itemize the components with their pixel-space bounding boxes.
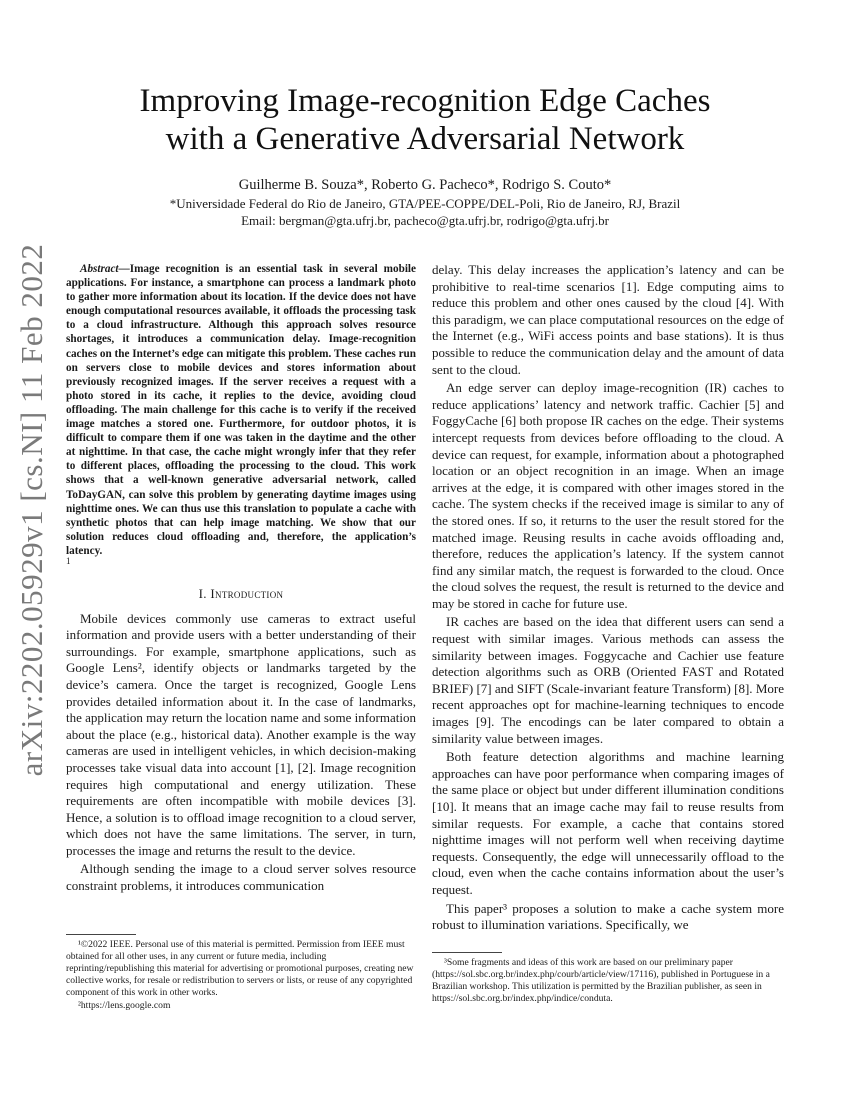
right-column (432, 262, 784, 936)
paragraph: Although sending the image to a cloud server solves resource constraint problems, it introduces communication (66, 861, 416, 894)
title-line-1: Improving Image-recognition Edge Caches (139, 83, 711, 119)
footnote-google-lens: ²https://lens.google.com (78, 1000, 171, 1011)
arxiv-identifier: arXiv:2202.05929v1 [cs.NI] 11 Feb 2022 (14, 243, 49, 777)
abstract-text: —Image recognition is an essential task in several mobile applications. For instance, a smartphone can process a landmark photo to gather more information about its location. If the device does not have enough computational resources available, it offloads the processing task to a cloud infrastructure. Although this approach solves resource shortages, it introduces a communication delay. Image-recognition caches on the Internet’s edge can mitigate this problem. These caches run on servers close to mobile devices and stores information about previously recognized images. If the server receives a request with a photo stored in its cache, it replies to the device, avoiding cloud offloading. The main challenge for this cache is to verify if the received image matches a stored one. Furthermore, for outdoor photos, it is difficult to compare them if one was taken in the daytime and the other at nighttime. In that case, the cache might wrongly infer that they refer to different places, offloading the processing to the cloud. This work shows that a well-known generative adversarial network, called ToDayGAN, can solve this problem by generating daytime images using nighttime ones. We can thus use this translation to populate a cache with synthetic photos that can help image matching. We show that our solution reduces cloud offloading and, therefore, the application’s latency. (66, 263, 416, 557)
abstract (66, 262, 416, 558)
abstract-label: Abstract (80, 263, 119, 275)
paragraph: Mobile devices commonly use cameras to extract useful information and provide users with a better understanding of their surroundings. For example, smartphone applications, such as Google Lens², identify objects or landmarks targeted by the device’s camera. Once the target is recognized, Google Lens provides detailed information about it. In the case of landmarks, the application may return the location name and some information about the place (e.g., historical data). Another example is the way cameras are used in intelligent vehicles, in which decision-making processes take visual data into account [1], [2]. Image recognition requires high computational and energy utilization. These requirements are often incompatible with mobile devices [3]. Hence, a solution is to offload image recognition to a cloud server, which does not have the same limitations. The server, in turn, processes the image and returns the result to the device. (66, 610, 416, 858)
footnote-rule (432, 952, 502, 953)
paragraph: Both feature detection algorithms and machine learning approaches can have poor performance when comparing images of the same place or object but under different illumination conditions [10]. It means that an image cache may fail to reuse results from similar requests. For example, a cache that contains stored nighttime images will not perform well when receiving daytime requests. Consequently, the edge will unnecessarily offload to the cloud, even when the cache contains information about the user’s request. (432, 749, 784, 897)
author-affiliation: *Universidade Federal do Rio de Janeiro, GTA/PEE-COPPE/DEL-Poli, Rio de Janeiro, RJ, Brazil (169, 196, 681, 211)
footnote-copyright: ¹©2022 IEEE. Personal use of this material is permitted. Permission from IEEE must obtained for all other uses, in any current or future media, including reprinting/republishing this material for advertising or promotional purposes, creating new collective works, for resale or redistribution to servers or lists, or reuse of any copyrighted component of this work in other works. (66, 939, 414, 998)
paragraph: An edge server can deploy image-recognition (IR) caches to reduce applications’ latency and network traffic. Cachier [5] and FoggyCache [6] both propose IR caches on the edge. Their systems intercept requests from devices before offloading to the cloud. A device can request, for example, information about a photographed location or an object recognition in an image. When an image arrives at the edge, it is compared with other images stored in the cache. The system checks if the received image is similar to any of the stored ones. If so, it returns to the user the result stored for the matched image. Reusing results in cache avoids offloading and, therefore, reduces the application’s latency. If the system cannot find any similar match, the request is forwarded to the cloud. Once the cloud solves the request, the result is returned to the device and may be stored in cache for future use. (432, 380, 784, 611)
paragraph: This paper³ proposes a solution to make a cache system more robust to illumination variations. Specifically, we (432, 900, 784, 933)
footnote-rule (66, 934, 136, 935)
left-footnotes (66, 924, 416, 1013)
author-list: Guilherme B. Souza*, Roberto G. Pacheco*, Rodrigo S. Couto* (238, 177, 612, 193)
left-column (66, 262, 416, 897)
right-footnotes (432, 942, 784, 1006)
paragraph: IR caches are based on the idea that different users can send a request with similar images. Various methods can assess the similarity between images. Foggycache and Cachier use feature detection algorithms such as ORB (Oriented FAST and Rotated BRIEF) [7] and SIFT (Scale-invariant feature Transform) [8]. More recent approaches opt for machine-learning techniques to encode images [9]. The encodings can be later compared to obtain a similarity value between images. (432, 614, 784, 746)
paper-title (70, 82, 780, 158)
author-emails: Email: bergman@gta.ufrj.br, pacheco@gta.ufrj.br, rodrigo@gta.ufrj.br (241, 213, 609, 228)
abstract-footnote-mark: 1 (66, 555, 71, 566)
section-heading-introduction: I. Introduction (198, 585, 284, 601)
paragraph: delay. This delay increases the application’s latency and can be prohibitive to real-time scenarios [1]. Edge computing aims to reduce this problem and other ones caused by the cloud [4]. With this paradigm, we can place computational resources on the edge of the Internet (e.g., WiFi access points and base stations). It is thus possible to reduce the communication delay and the amount of data sent to the cloud. (432, 262, 784, 377)
arxiv-identifier-sidebar (4, 243, 60, 777)
footnote-preliminary-paper: ³Some fragments and ideas of this work are based on our preliminary paper (https://sol.sbc.org.br/index.php/courb/article/view/17116), published in Portuguese in a Brazilian workshop. This utilization is permitted by the Brazilian publisher, as seen in https://sol.sbc.org.br/index.php/indice/conduta. (432, 957, 770, 1004)
title-line-2: with a Generative Adversarial Network (165, 121, 685, 157)
